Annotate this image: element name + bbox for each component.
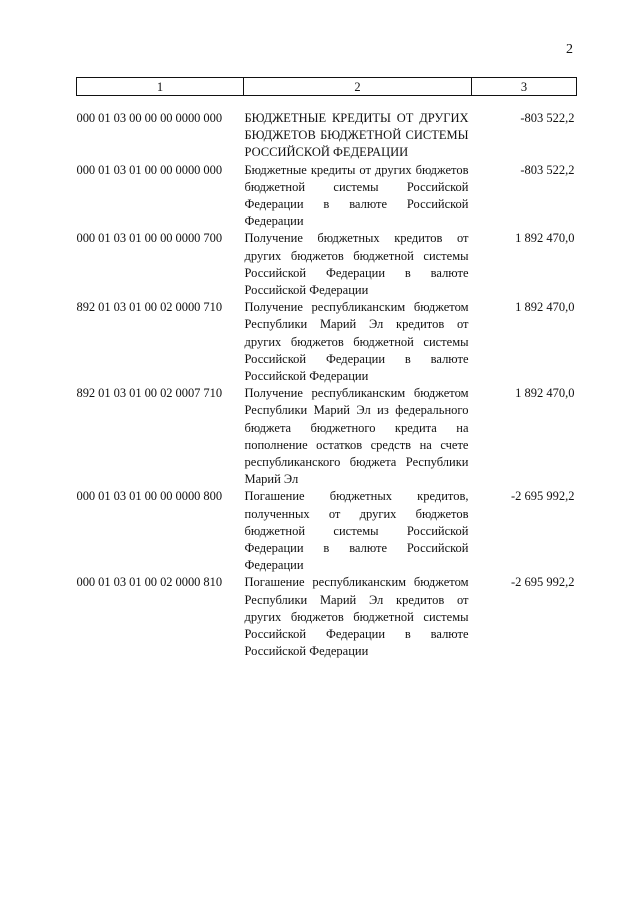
- table-header: [77, 78, 577, 96]
- item-name: Получение республиканским бюджетом Республики Марий Эл из федерального бюджета бюджетного кредита на пополнение остатков средств на счете республиканского бюджета Республики Марий Эл: [244, 386, 469, 487]
- item-amount: -2 695 992,2: [510, 489, 575, 504]
- item-amount: -2 695 992,2: [510, 575, 575, 590]
- classification-code: 000 01 03 01 00 00 0000 700: [76, 231, 223, 246]
- table-row: [77, 110, 577, 162]
- item-name: Бюджетные кредиты от других бюджетов бюджетной системы Российской Федерации в валюте Российской Федерации: [244, 162, 469, 229]
- classification-code: 892 01 03 01 00 02 0007 710: [76, 386, 223, 401]
- classification-code: 892 01 03 01 00 02 0000 710: [76, 300, 223, 315]
- item-name: Погашение республиканским бюджетом Республики Марий Эл кредитов от других бюджетов бюджетной системы Российской Федерации в валюте Российской Федерации: [244, 575, 469, 659]
- item-amount: 1 892 470,0: [515, 231, 575, 246]
- column-header-2: 2: [244, 78, 472, 96]
- table-row: [77, 385, 577, 488]
- item-amount: -803 522,2: [520, 111, 575, 125]
- table-row: [77, 230, 577, 299]
- column-header-3: 3: [472, 78, 577, 96]
- spacer-row: [77, 96, 577, 111]
- table-row: [77, 299, 577, 385]
- table-body: [77, 96, 577, 661]
- table-row: [77, 574, 577, 660]
- header-row: [77, 78, 577, 96]
- item-name: БЮДЖЕТНЫЕ КРЕДИТЫ ОТ ДРУГИХ БЮДЖЕТОВ БЮДЖЕТНОЙ СИСТЕМЫ РОССИЙСКОЙ ФЕДЕРАЦИИ: [244, 111, 469, 160]
- item-amount: 1 892 470,0: [515, 300, 575, 315]
- classification-code: 000 01 03 01 00 00 0000 800: [76, 489, 223, 504]
- item-name: Погашение бюджетных кредитов, полученных от других бюджетов бюджетной системы Российской Федерации в валюте Российской Федерации: [244, 489, 469, 573]
- item-name: Получение бюджетных кредитов от других бюджетов бюджетной системы Российской Федерации в валюте Российской Федерации: [244, 231, 469, 298]
- page-number: 2: [566, 42, 573, 57]
- table-row: [77, 162, 577, 231]
- item-amount: 1 892 470,0: [515, 386, 575, 401]
- classification-code: 000 01 03 01 00 02 0000 810: [76, 575, 223, 590]
- column-header-1: 1: [77, 78, 244, 96]
- classification-code: 000 01 03 01 00 00 0000 000: [76, 162, 223, 177]
- table-row: [77, 488, 577, 574]
- item-amount: -803 522,2: [520, 162, 575, 177]
- item-name: Получение республиканским бюджетом Республики Марий Эл кредитов от других бюджетов бюджетной системы Российской Федерации в валюте Российской Федерации: [244, 300, 469, 384]
- budget-sources-table: [76, 77, 577, 661]
- classification-code: 000 01 03 00 00 00 0000 000: [76, 111, 223, 125]
